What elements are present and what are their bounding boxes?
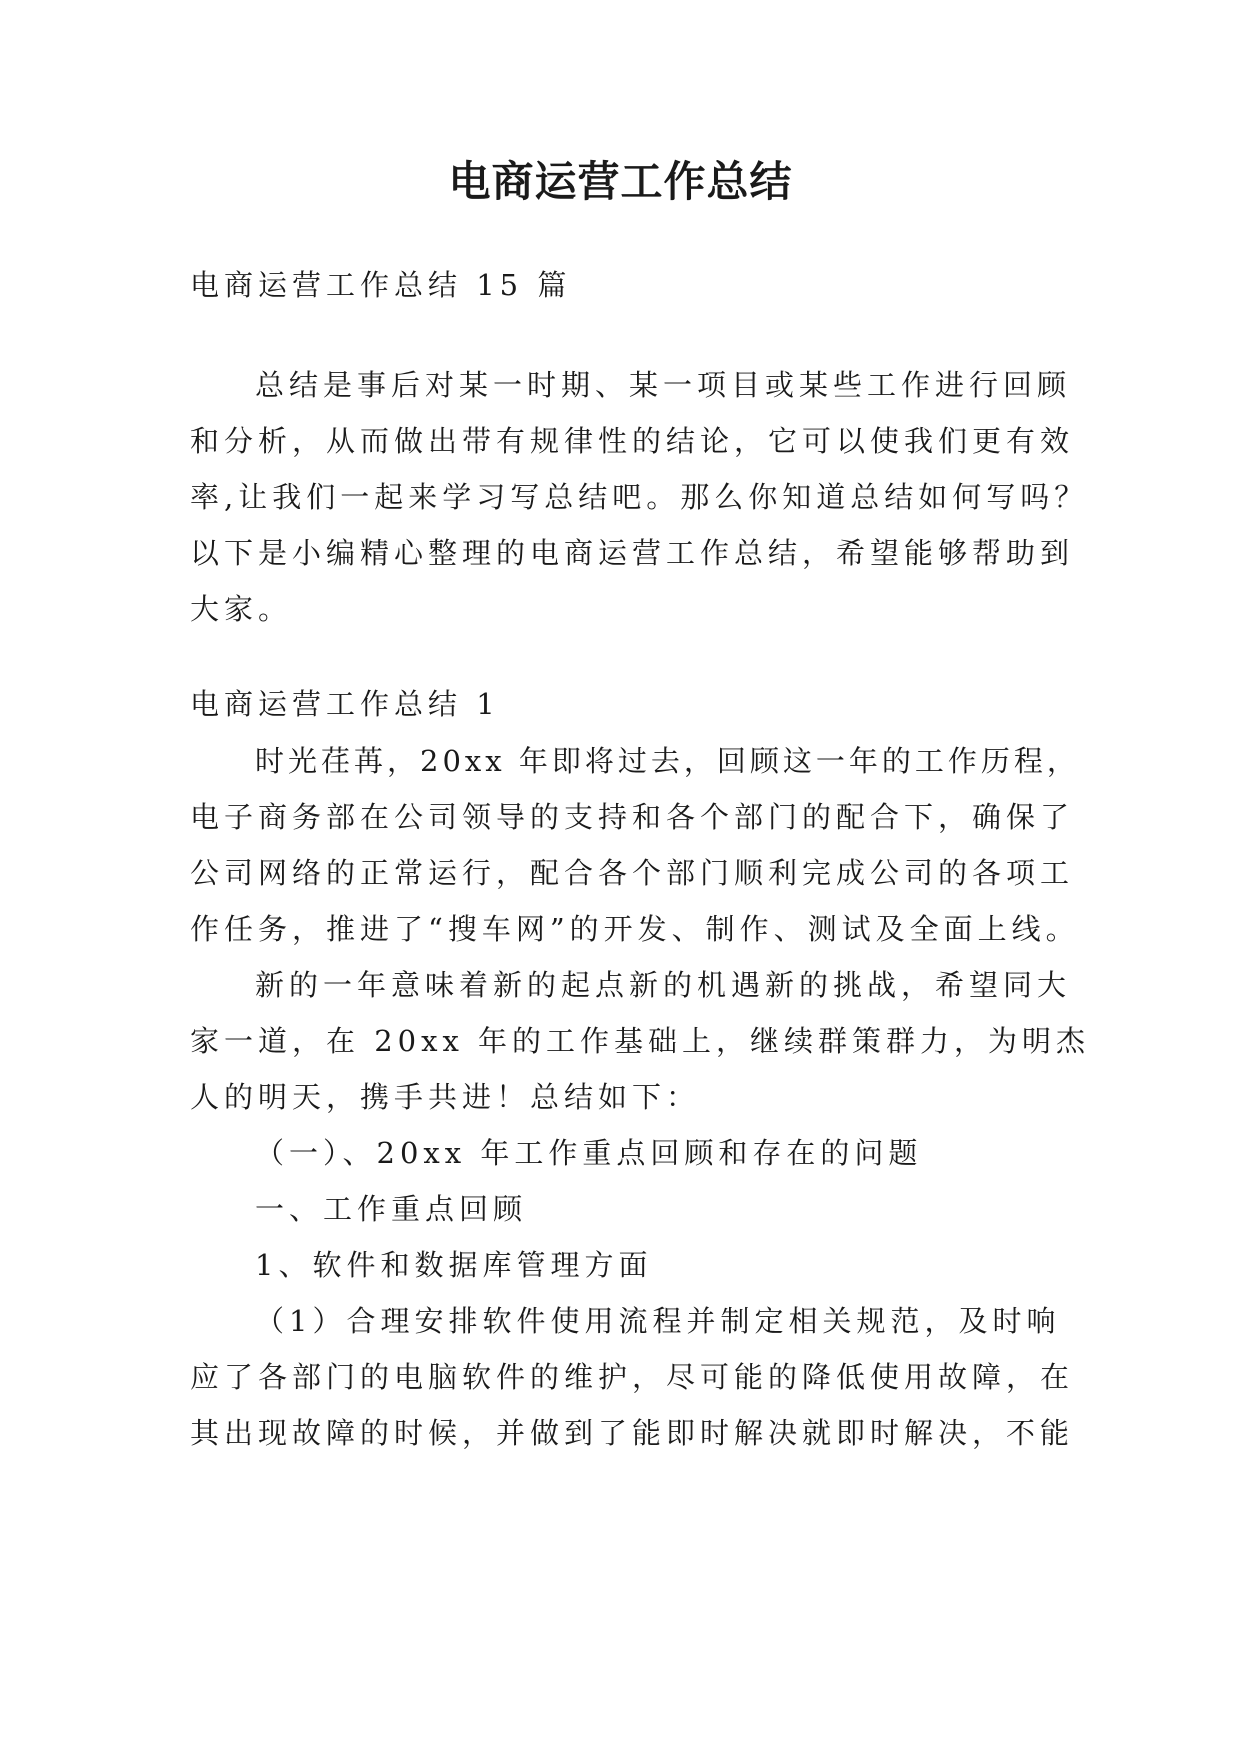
- paragraph-line: 和分析，从而做出带有规律性的结论，它可以使我们更有效: [190, 424, 1075, 458]
- paragraph-line: 应了各部门的电脑软件的维护，尽可能的降低使用故障，在: [190, 1360, 1075, 1394]
- paragraph-line: 新的一年意味着新的起点新的机遇新的挑战，希望同大: [255, 968, 1072, 1002]
- paragraph-line: 总结是事后对某一时期、某一项目或某些工作进行回顾: [255, 368, 1072, 402]
- subtitle-line: 电商运营工作总结 15 篇: [190, 268, 572, 302]
- subsection-heading: （一）、20xx 年工作重点回顾和存在的问题: [255, 1136, 923, 1170]
- paragraph-line: 作任务，推进了“搜车网”的开发、制作、测试及全面上线。: [190, 912, 1080, 946]
- paragraph-line: 大家。: [190, 592, 293, 626]
- paragraph-line: 以下是小编精心整理的电商运营工作总结，希望能够帮助到: [190, 536, 1075, 570]
- document-title: 电商运营工作总结: [448, 157, 793, 206]
- paragraph-line: 公司网络的正常运行，配合各个部门顺利完成公司的各项工: [190, 856, 1075, 890]
- paragraph-line: 人的明天，携手共进！总结如下：: [190, 1080, 701, 1114]
- subsection-heading: 1、软件和数据库管理方面: [255, 1248, 653, 1282]
- paragraph-line: 率,让我们一起来学习写总结吧。那么你知道总结如何写吗？: [190, 480, 1089, 514]
- subsection-heading: 一、工作重点回顾: [255, 1192, 528, 1226]
- section-heading: 电商运营工作总结 1: [190, 687, 500, 721]
- paragraph-line: （1）合理安排软件使用流程并制定相关规范，及时响: [255, 1304, 1061, 1338]
- paragraph-line: 家一道，在 20xx 年的工作基础上，继续群策群力，为明杰: [190, 1024, 1091, 1058]
- paragraph-line: 电子商务部在公司领导的支持和各个部门的配合下，确保了: [190, 800, 1075, 834]
- paragraph-line: 时光荏苒，20xx 年即将过去，回顾这一年的工作历程，: [255, 744, 1080, 778]
- paragraph-line: 其出现故障的时候，并做到了能即时解决就即时解决，不能: [190, 1416, 1075, 1450]
